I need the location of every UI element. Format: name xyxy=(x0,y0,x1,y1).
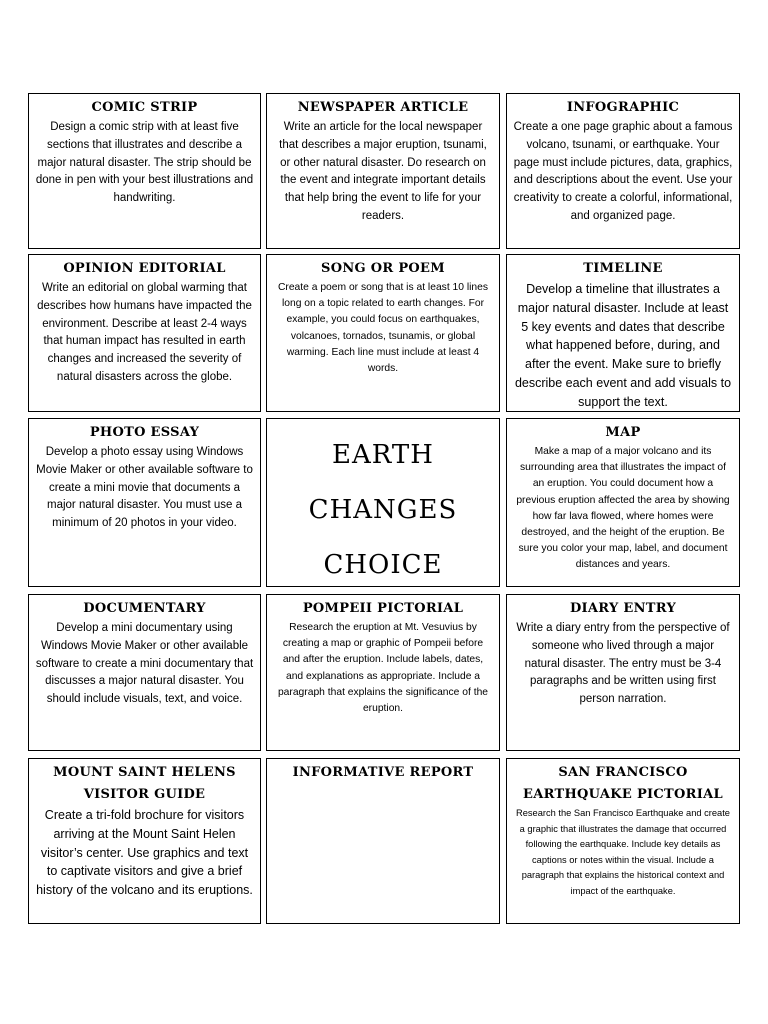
card-description: Research the eruption at Mt. Vesuvius by creating a map or graphic of Pompeii before and after the eruption. Include labels, dates, and explanations as appropriate. Include a paragraph that explains the significance of the eruption. xyxy=(277,622,489,715)
diary-entry-card xyxy=(506,594,740,751)
card-title: OPINION EDITORIAL xyxy=(63,261,226,276)
card-title: SAN FRANCISCO EARTHQUAKE PICTORIAL xyxy=(523,765,723,802)
board-title-line-2: CHANGES xyxy=(308,495,458,525)
card-description: Research the San Francisco Earthquake and create a graphic that illustrates the damage that occurred following the earthquake. Include key details as captions or notes within the visual. Include a paragraph that explains the historical context and impact of the earthquake. xyxy=(516,808,730,896)
song-or-poem-card xyxy=(266,254,500,412)
board-title-line-1: EARTH xyxy=(332,440,434,470)
choice-board-title-card xyxy=(266,418,500,587)
card-title: TIMELINE xyxy=(583,261,663,276)
card-description: Develop a mini documentary using Windows Movie Maker or other available software to create a mini documentary that discusses a major natural disaster. You should include visuals, text, and voice. xyxy=(35,622,254,706)
timeline-card xyxy=(506,254,740,412)
card-title: DIARY ENTRY xyxy=(569,601,677,616)
card-title: POMPEII PICTORIAL xyxy=(302,601,464,616)
pompeii-pictorial-card xyxy=(266,594,500,751)
photo-essay-card xyxy=(28,418,261,587)
card-title: SONG OR POEM xyxy=(321,261,445,276)
card-title: PHOTO ESSAY xyxy=(89,425,200,440)
card-title: MOUNT SAINT HELENS VISITOR GUIDE xyxy=(53,765,236,802)
card-title: MAP xyxy=(605,425,641,440)
newspaper-article-card xyxy=(266,93,500,249)
card-description: Write an editorial on global warming that describes how humans have impacted the environment. Describe at least 2-4 ways that human impact has resulted in earth changes and increased the severity of natural disasters across the globe. xyxy=(37,282,252,383)
card-description: Write a diary entry from the perspective of someone who lived through a major natural disaster. The entry must be 3-4 paragraphs and be written using first person narration. xyxy=(516,622,730,706)
card-description: Develop a photo essay using Windows Movie Maker or other available software to create a mini movie that documents a major natural disaster. You must use a minimum of 20 photos in your video. xyxy=(36,446,253,530)
card-description: Design a comic strip with at least five sections that illustrates and describe a major natural disaster. The strip should be done in pen with your best illustrations and handwriting. xyxy=(35,121,254,205)
documentary-card xyxy=(28,594,261,751)
card-title: COMIC STRIP xyxy=(91,100,198,115)
informative-report-card xyxy=(266,758,500,924)
card-description: Create a tri-fold brochure for visitors arriving at the Mount Saint Helen visitor’s center. Use graphics and text to captivate visitors and give a brief history of the volcano and its eruptions. xyxy=(36,808,253,898)
card-description: Create a one page graphic about a famous volcano, tsunami, or earthquake. Your page must include pictures, data, graphics, and descriptions about the event. Use your creativity to create a colorful, informational, and organized page. xyxy=(513,121,733,222)
card-title: DOCUMENTARY xyxy=(83,601,206,616)
card-title: NEWSPAPER ARTICLE xyxy=(297,100,469,115)
card-title: INFOGRAPHIC xyxy=(566,100,680,115)
map-card xyxy=(506,418,740,587)
san-francisco-earthquake-card xyxy=(506,758,740,924)
board-title-line-3: CHOICE xyxy=(323,550,443,580)
infographic-card xyxy=(506,93,740,249)
card-description: Create a poem or song that is at least 10 lines long on a topic related to earth changes. For example, you could focus on earthquakes, volcanoes, tornados, tsunamis, or global warming. Each line must include at least 4 words. xyxy=(277,282,489,375)
comic-strip-card xyxy=(28,93,261,249)
card-description: Write an article for the local newspaper that describes a major eruption, tsunami, or other natural disaster. Do research on the event and integrate important details that help bring the event to life for your readers. xyxy=(279,121,487,222)
opinion-editorial-card xyxy=(28,254,261,412)
card-description: Develop a timeline that illustrates a major natural disaster. Include at least 5 key events and dates that describe what happened before, during, and after the event. Make sure to briefly describe each event and add visuals to support the text. xyxy=(514,282,732,409)
mount-saint-helens-card xyxy=(28,758,261,924)
card-title: INFORMATIVE REPORT xyxy=(292,765,474,780)
card-description: Make a map of a major volcano and its surrounding area that illustrates the impact of an eruption. You could document how a previous eruption affected the area by showing how far lava flowed, where homes were destroyed, and the height of the eruption. Be sure you color your map, label, and document distances and years. xyxy=(516,446,730,571)
